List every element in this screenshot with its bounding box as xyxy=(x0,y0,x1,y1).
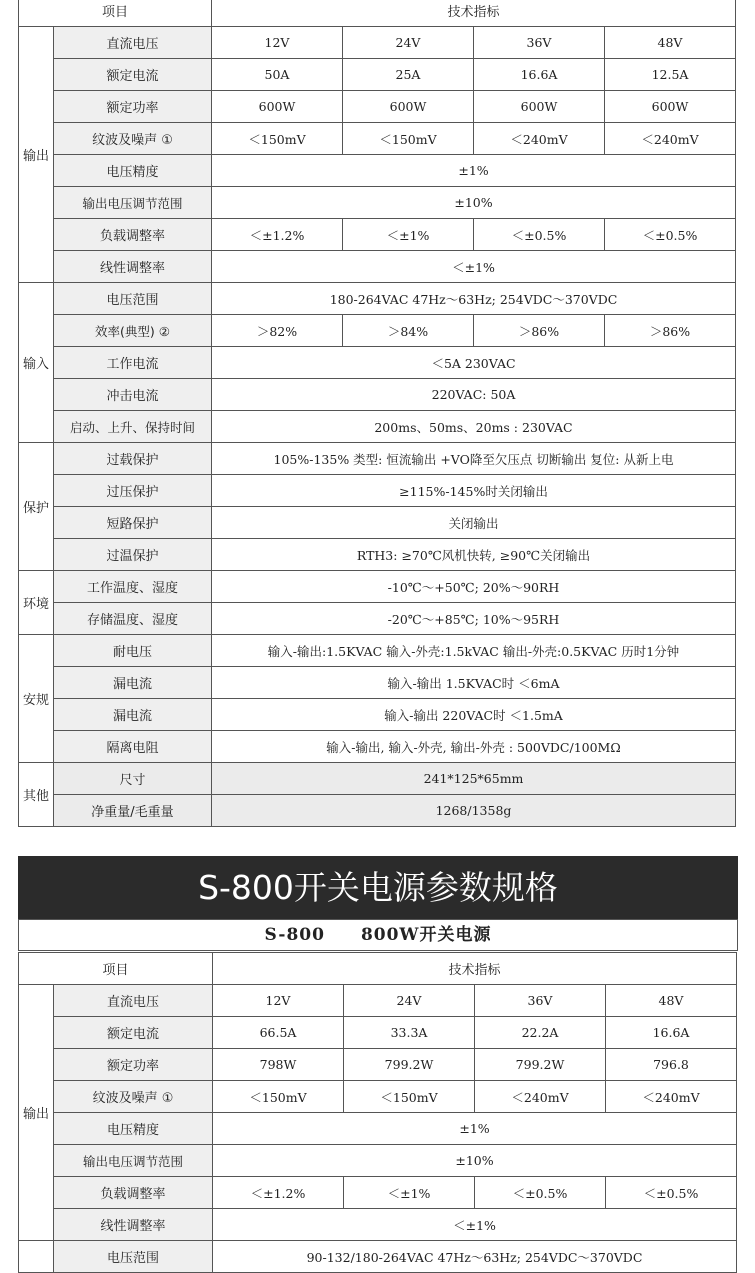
spec-row xyxy=(19,1017,737,1049)
spec-table-800w xyxy=(18,952,737,1273)
row-label: 过压保护 xyxy=(54,475,212,507)
spec-table-600w xyxy=(18,0,736,827)
spec-row xyxy=(19,27,736,59)
group-label: 输入 xyxy=(19,283,54,443)
row-value: 798W xyxy=(213,1049,344,1081)
row-label: 电压精度 xyxy=(54,155,212,187)
group-label: 保护 xyxy=(19,443,54,571)
row-label: 隔离电阻 xyxy=(54,731,212,763)
row-value: 105%-135% 类型: 恒流输出 +VO降至欠压点 切断输出 复位: 从新上电 xyxy=(212,443,736,475)
spec-row xyxy=(19,667,736,699)
row-value: ＜±1% xyxy=(213,1209,737,1241)
group-label: 安规 xyxy=(19,635,54,763)
row-value: 90-132/180-264VAC 47Hz～63Hz; 254VDC～370VDC xyxy=(213,1241,737,1273)
row-label: 额定功率 xyxy=(54,1049,213,1081)
spec-row xyxy=(19,603,736,635)
spec-row xyxy=(19,475,736,507)
row-label: 电压精度 xyxy=(54,1113,213,1145)
spec-row xyxy=(19,155,736,187)
row-label: 尺寸 xyxy=(54,763,212,795)
row-value: 36V xyxy=(474,27,605,59)
row-value: 180-264VAC 47Hz～63Hz; 254VDC～370VDC xyxy=(212,283,736,315)
row-value: ＜240mV xyxy=(475,1081,606,1113)
spec-row xyxy=(19,571,736,603)
model-description: 800W开关电源 xyxy=(360,925,492,945)
row-value: 1268/1358g xyxy=(212,795,736,827)
row-value: 12V xyxy=(213,985,344,1017)
row-value: 799.2W xyxy=(344,1049,475,1081)
header-spec: 技术指标 xyxy=(212,0,736,27)
row-value: ＜±0.5% xyxy=(474,219,605,251)
row-label: 工作温度、湿度 xyxy=(54,571,212,603)
row-value: 22.2A xyxy=(475,1017,606,1049)
row-value: ＜±1% xyxy=(212,251,736,283)
row-value: ＜±0.5% xyxy=(475,1177,606,1209)
row-value: 16.6A xyxy=(474,59,605,91)
row-value: ±1% xyxy=(212,155,736,187)
row-value: ±10% xyxy=(213,1145,737,1177)
row-value: ＜150mV xyxy=(344,1081,475,1113)
row-value: ±1% xyxy=(213,1113,737,1145)
row-value: ≥115%-145%时关闭输出 xyxy=(212,475,736,507)
row-value: 796.8 xyxy=(606,1049,737,1081)
spec-row xyxy=(19,1113,737,1145)
row-value: ＜±1% xyxy=(343,219,474,251)
header-item: 项目 xyxy=(19,0,212,27)
row-value: 66.5A xyxy=(213,1017,344,1049)
row-label: 额定电流 xyxy=(54,1017,213,1049)
spec-row xyxy=(19,731,736,763)
row-value: ＞84% xyxy=(343,315,474,347)
row-value: ＞86% xyxy=(474,315,605,347)
row-value: 241*125*65mm xyxy=(212,763,736,795)
row-label: 启动、上升、保持时间 xyxy=(54,411,212,443)
row-label: 冲击电流 xyxy=(54,379,212,411)
spec-row xyxy=(19,219,736,251)
row-value: 799.2W xyxy=(475,1049,606,1081)
spec-row xyxy=(19,315,736,347)
spec-row xyxy=(19,123,736,155)
spec-row xyxy=(19,795,736,827)
row-label: 直流电压 xyxy=(54,27,212,59)
row-label: 效率(典型) ② xyxy=(54,315,212,347)
spec-row xyxy=(19,91,736,123)
group-label: 其他 xyxy=(19,763,54,827)
spec-row xyxy=(19,1145,737,1177)
row-value: 输入-输出:1.5KVAC 输入-外壳:1.5kVAC 输出-外壳:0.5KVAC 历时1分钟 xyxy=(212,635,736,667)
row-value: 输入-输出 220VAC时 ＜1.5mA xyxy=(212,699,736,731)
row-value: 24V xyxy=(344,985,475,1017)
row-value: ＜±0.5% xyxy=(606,1177,737,1209)
row-value: ＜240mV xyxy=(606,1081,737,1113)
spec-row xyxy=(19,507,736,539)
row-label: 净重量/毛重量 xyxy=(54,795,212,827)
row-label: 额定功率 xyxy=(54,91,212,123)
row-value: 600W xyxy=(605,91,736,123)
spec-row xyxy=(19,411,736,443)
spec-row xyxy=(19,1081,737,1113)
row-label: 工作电流 xyxy=(54,347,212,379)
model-subtitle xyxy=(18,919,738,951)
row-value: ＜±1% xyxy=(344,1177,475,1209)
spec-row xyxy=(19,283,736,315)
row-value: ＞82% xyxy=(212,315,343,347)
row-value: 25A xyxy=(343,59,474,91)
spec-row xyxy=(19,539,736,571)
spec-row xyxy=(19,1049,737,1081)
row-value: 200ms、50ms、20ms : 230VAC xyxy=(212,411,736,443)
row-label: 负载调整率 xyxy=(54,1177,213,1209)
spec-row xyxy=(19,59,736,91)
group-label: 环境 xyxy=(19,571,54,635)
row-value: ＜150mV xyxy=(212,123,343,155)
spec-row xyxy=(19,1209,737,1241)
row-value: 16.6A xyxy=(606,1017,737,1049)
group-label: 输出 xyxy=(19,27,54,283)
row-value: RTH3: ≥70℃风机快转, ≥90℃关闭输出 xyxy=(212,539,736,571)
header-item: 项目 xyxy=(19,953,213,985)
row-label: 纹波及噪声 ① xyxy=(54,123,212,155)
group-label xyxy=(19,1241,54,1273)
row-label: 输出电压调节范围 xyxy=(54,1145,213,1177)
model-name: S-800 xyxy=(264,925,325,945)
header-spec: 技术指标 xyxy=(213,953,737,985)
row-value: 600W xyxy=(212,91,343,123)
row-value: 12V xyxy=(212,27,343,59)
row-label: 额定电流 xyxy=(54,59,212,91)
spec-row xyxy=(19,187,736,219)
row-label: 线性调整率 xyxy=(54,1209,213,1241)
group-label: 输出 xyxy=(19,985,54,1241)
row-label: 电压范围 xyxy=(54,1241,213,1273)
row-label: 输出电压调节范围 xyxy=(54,187,212,219)
row-value: 33.3A xyxy=(344,1017,475,1049)
row-value: 36V xyxy=(475,985,606,1017)
row-value: 50A xyxy=(212,59,343,91)
row-label: 过载保护 xyxy=(54,443,212,475)
row-value: 220VAC: 50A xyxy=(212,379,736,411)
row-label: 漏电流 xyxy=(54,699,212,731)
row-value: 关闭输出 xyxy=(212,507,736,539)
row-value: ＜±1.2% xyxy=(212,219,343,251)
row-value: -10℃～+50℃; 20%～90RH xyxy=(212,571,736,603)
header-row xyxy=(19,0,736,27)
row-value: 48V xyxy=(606,985,737,1017)
row-value: ＜150mV xyxy=(213,1081,344,1113)
section-banner: S-800开关电源参数规格 xyxy=(18,856,738,919)
row-label: 漏电流 xyxy=(54,667,212,699)
spec-row xyxy=(19,347,736,379)
row-label: 线性调整率 xyxy=(54,251,212,283)
row-value: ＜5A 230VAC xyxy=(212,347,736,379)
row-value: -20℃～+85℃; 10%～95RH xyxy=(212,603,736,635)
header-row xyxy=(19,953,737,985)
row-value: ＜240mV xyxy=(474,123,605,155)
row-value: ＞86% xyxy=(605,315,736,347)
row-value: ＜240mV xyxy=(605,123,736,155)
row-value: 输入-输出, 输入-外壳, 输出-外壳 : 500VDC/100MΩ xyxy=(212,731,736,763)
spec-row xyxy=(19,699,736,731)
row-label: 存储温度、湿度 xyxy=(54,603,212,635)
spec-row xyxy=(19,985,737,1017)
row-value: 输入-输出 1.5KVAC时 ＜6mA xyxy=(212,667,736,699)
spec-row xyxy=(19,635,736,667)
row-value: ＜±0.5% xyxy=(605,219,736,251)
spec-row xyxy=(19,379,736,411)
spec-row xyxy=(19,1241,737,1273)
spec-row xyxy=(19,763,736,795)
row-value: 600W xyxy=(474,91,605,123)
row-value: ＜150mV xyxy=(343,123,474,155)
row-label: 过温保护 xyxy=(54,539,212,571)
row-value: ±10% xyxy=(212,187,736,219)
row-label: 纹波及噪声 ① xyxy=(54,1081,213,1113)
spec-row xyxy=(19,251,736,283)
row-value: 12.5A xyxy=(605,59,736,91)
row-label: 直流电压 xyxy=(54,985,213,1017)
row-label: 短路保护 xyxy=(54,507,212,539)
row-value: 24V xyxy=(343,27,474,59)
row-label: 负载调整率 xyxy=(54,219,212,251)
spec-row xyxy=(19,443,736,475)
row-value: 48V xyxy=(605,27,736,59)
row-label: 电压范围 xyxy=(54,283,212,315)
row-value: ＜±1.2% xyxy=(213,1177,344,1209)
row-label: 耐电压 xyxy=(54,635,212,667)
row-value: 600W xyxy=(343,91,474,123)
spec-row xyxy=(19,1177,737,1209)
